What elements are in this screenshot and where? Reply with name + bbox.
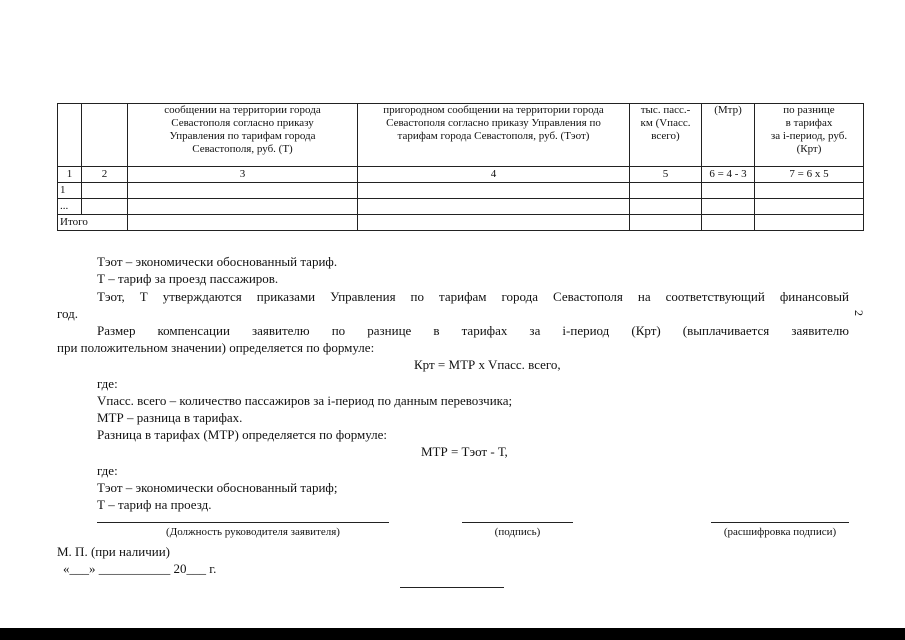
- position-signature-line: [97, 522, 389, 523]
- position-caption: (Должность руководителя заявителя): [166, 526, 340, 538]
- decode-caption: (расшифровка подписи): [723, 526, 837, 538]
- date-line: «___» ___________ 20___ г.: [63, 561, 217, 576]
- definition-teot-2: Тэот – экономически обоснованный тариф;: [97, 480, 338, 495]
- sign-line: [462, 522, 573, 523]
- definition-teot: Тэот – экономически обоснованный тариф.: [97, 254, 338, 269]
- decode-signature-line: [711, 522, 849, 523]
- sign-caption: (подпись): [494, 526, 541, 538]
- number-cell: 1: [58, 167, 82, 183]
- definition-mtr: МТР – разница в тарифах.: [97, 410, 243, 425]
- compensation-line-2: при положительном значении) определяется по формуле:: [57, 340, 375, 355]
- table-row: [58, 199, 864, 215]
- definition-vpass: Vпасс. всего – количество пассажиров за i-период по данным перевозчика;: [97, 393, 513, 408]
- header-cell-6: (Мтр): [702, 104, 755, 167]
- table-row-total: [58, 215, 864, 231]
- header-cell-1: [58, 104, 82, 167]
- number-cell: 3: [128, 167, 358, 183]
- where-label-1: где:: [97, 376, 118, 391]
- footer-separator: [400, 587, 504, 588]
- compensation-line-1: Размер компенсации заявителю по разнице в тарифах за i-период (Крт) (выплачивается заявителю: [97, 323, 849, 338]
- header-cell-2: [82, 104, 128, 167]
- number-cell: 2: [82, 167, 128, 183]
- definition-t-2: Т – тариф на проезд.: [97, 497, 212, 512]
- header-cell-4: пригородном сообщении на территории города Севастополя согласно приказу Управления по тарифам города Севастополя, руб. (Тэот): [358, 104, 630, 167]
- formula-mtr: МТР = Тэот - Т,: [421, 444, 508, 459]
- row-label: ...: [58, 199, 82, 215]
- page-number: 2: [852, 310, 866, 316]
- scan-edge-bar: [0, 628, 905, 640]
- compensation-table: [57, 103, 864, 231]
- formula-krt: Крт = МТР x Vпасс. всего,: [414, 357, 561, 372]
- stamp-label: М. П. (при наличии): [57, 544, 171, 559]
- header-cell-5: тыс. пасс.- км (Vпасс. всего): [630, 104, 702, 167]
- number-cell: 5: [630, 167, 702, 183]
- mtr-formula-intro: Разница в тарифах (МТР) определяется по формуле:: [97, 427, 388, 442]
- approval-line-1: Тэот, Т утверждаются приказами Управления по тарифам города Севастополя на соответствующий финансовый: [97, 289, 849, 304]
- number-cell: 6 = 4 - 3: [702, 167, 755, 183]
- number-cell: 4: [358, 167, 630, 183]
- header-cell-3: сообщении на территории города Севастополя согласно приказу Управления по тарифам города Севастополя, руб. (Т): [128, 104, 358, 167]
- header-cell-7: по разнице в тарифах за i-период, руб. (Крт): [755, 104, 864, 167]
- table-header-row: [58, 104, 864, 167]
- row-label: 1: [58, 183, 82, 199]
- approval-line-2: год.: [57, 306, 78, 321]
- where-label-2: где:: [97, 463, 118, 478]
- table-row: [58, 183, 864, 199]
- row-label-total: Итого: [58, 215, 128, 231]
- table-number-row: [58, 167, 864, 183]
- number-cell: 7 = 6 x 5: [755, 167, 864, 183]
- definition-t: Т – тариф за проезд пассажиров.: [97, 271, 279, 286]
